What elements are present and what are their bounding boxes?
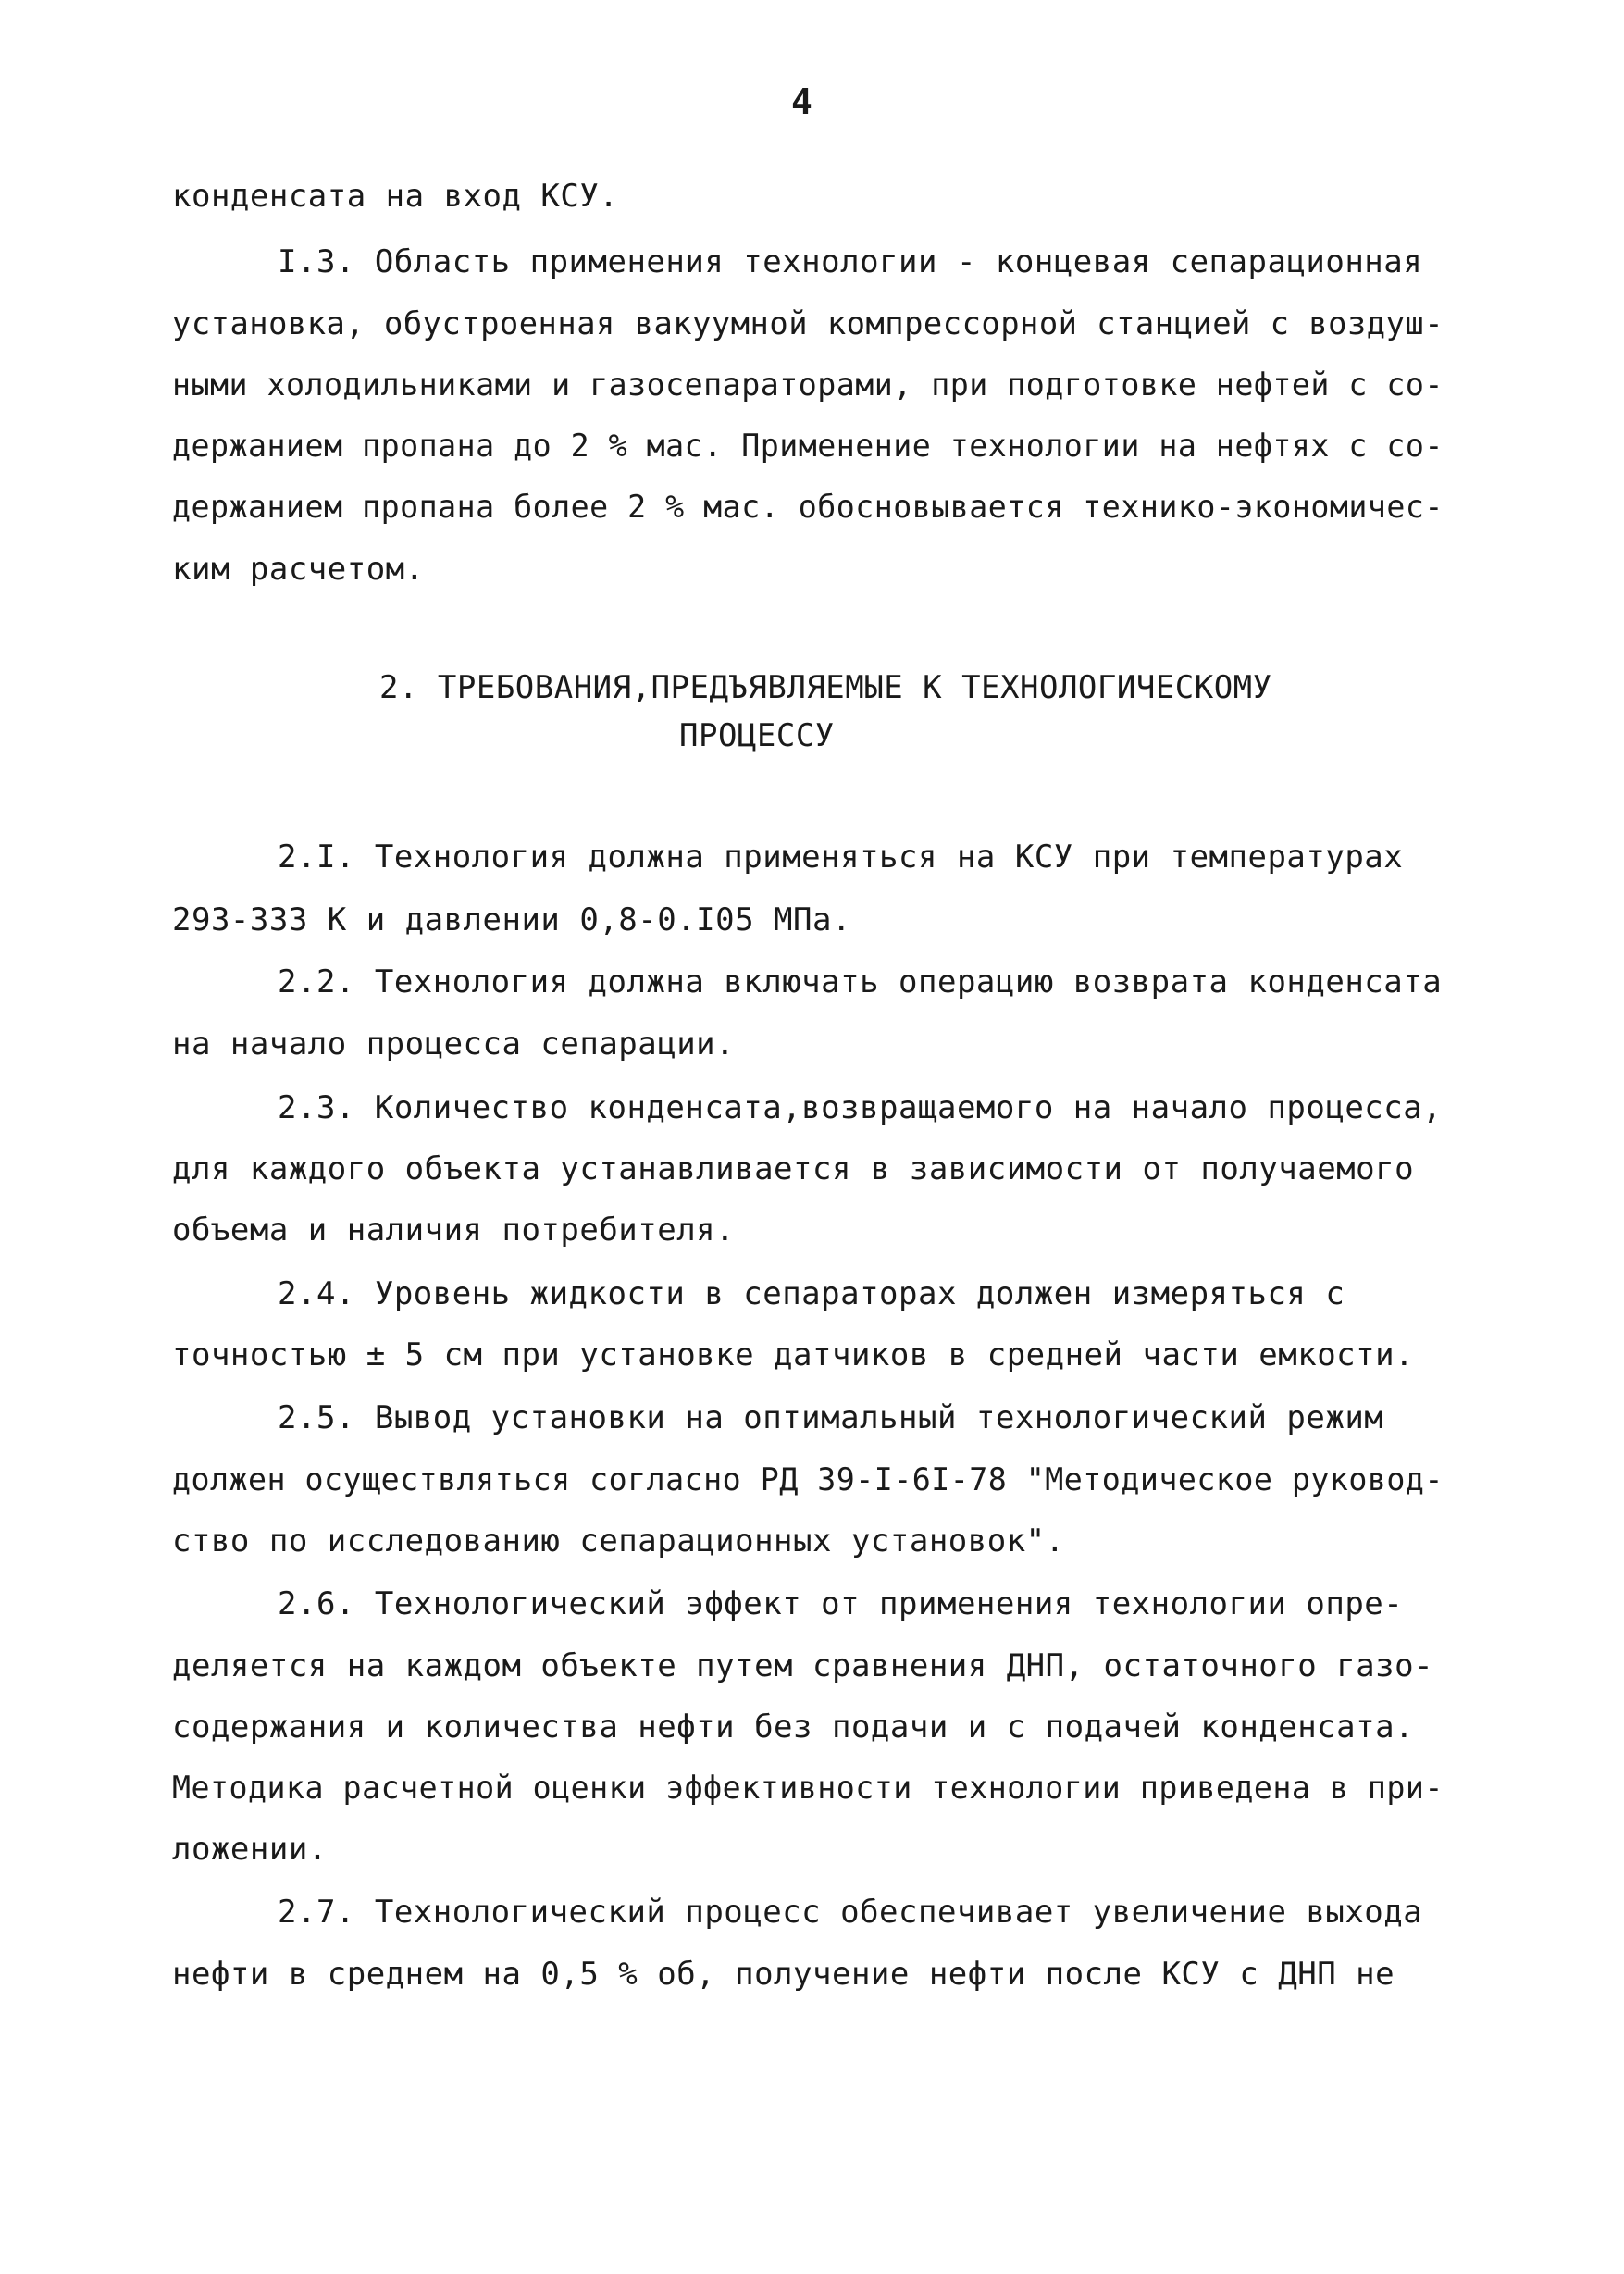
paragraph-2-2-line: на начало процесса сепарации. xyxy=(172,1025,736,1062)
paragraph-2-6-line: содержания и количества нефти без подачи и с подачей конденсата. xyxy=(172,1709,1415,1746)
paragraph-2-3-line: 2.3. Количество конденсата,возвращаемого на начало процесса, xyxy=(278,1089,1443,1126)
paragraph-2-3-line: для каждого объекта устанавливается в зависимости от получаемого xyxy=(172,1150,1415,1187)
paragraph-1-3-line: держанием пропана до 2 % мас. Применение технологии на нефтях с со- xyxy=(172,428,1444,465)
paragraph-2-6-line: ложении. xyxy=(172,1831,328,1868)
paragraph-1-3-line: ким расчетом. xyxy=(172,551,425,588)
paragraph-2-1-line: 293-333 К и давлении 0,8-0.I05 МПа. xyxy=(172,901,851,938)
paragraph-2-7-line: нефти в среднем на 0,5 % об, получение нефти после КСУ с ДНП не xyxy=(172,1956,1395,1993)
paragraph-2-2-line: 2.2. Технология должна включать операцию возврата конденсата xyxy=(278,963,1443,1000)
paragraph-1-3-line: держанием пропана более 2 % мас. обосновывается технико-экономичес- xyxy=(172,489,1444,526)
paragraph-2-4-line: 2.4. Уровень жидкости в сепараторах должен измеряться с xyxy=(278,1275,1345,1312)
paragraph-2-4-line: точностью ± 5 см при установке датчиков в средней части емкости. xyxy=(172,1336,1415,1373)
paragraph-2-5-line: 2.5. Вывод установки на оптимальный технологический режим xyxy=(278,1399,1384,1436)
paragraph-2-6-line: Методика расчетной оценки эффективности технологии приведена в при- xyxy=(172,1770,1444,1807)
paragraph-2-6-line: деляется на каждом объекте путем сравнения ДНП, остаточного газо- xyxy=(172,1647,1434,1684)
paragraph-1-3-line: I.3. Область применения технологии - концевая сепарационная xyxy=(278,243,1423,280)
section-2-heading-line-2: ПРОЦЕССУ xyxy=(679,717,835,754)
paragraph-2-5-line: ство по исследованию сепарационных установок". xyxy=(172,1522,1065,1559)
section-2-heading-line-1: 2. ТРЕБОВАНИЯ,ПРЕДЪЯВЛЯЕМЫЕ К ТЕХНОЛОГИЧЕСКОМУ xyxy=(379,669,1272,706)
continuation-line: конденсата на вход КСУ. xyxy=(172,178,619,215)
paragraph-2-5-line: должен осуществляться согласно РД 39-I-6I-78 "Методическое руковод- xyxy=(172,1461,1444,1498)
paragraph-2-6-line: 2.6. Технологический эффект от применения технологии опре- xyxy=(278,1585,1404,1622)
paragraph-1-3-line: ными холодильниками и газосепараторами, при подготовке нефтей с со- xyxy=(172,367,1444,404)
page-number: 4 xyxy=(791,81,812,122)
paragraph-2-7-line: 2.7. Технологический процесс обеспечивает увеличение выхода xyxy=(278,1894,1423,1931)
paragraph-2-3-line: объема и наличия потребителя. xyxy=(172,1212,736,1249)
paragraph-2-1-line: 2.I. Технология должна применяться на КСУ при температурах xyxy=(278,839,1404,876)
paragraph-1-3-line: установка, обустроенная вакуумной компрессорной станцией с воздуш- xyxy=(172,305,1444,342)
